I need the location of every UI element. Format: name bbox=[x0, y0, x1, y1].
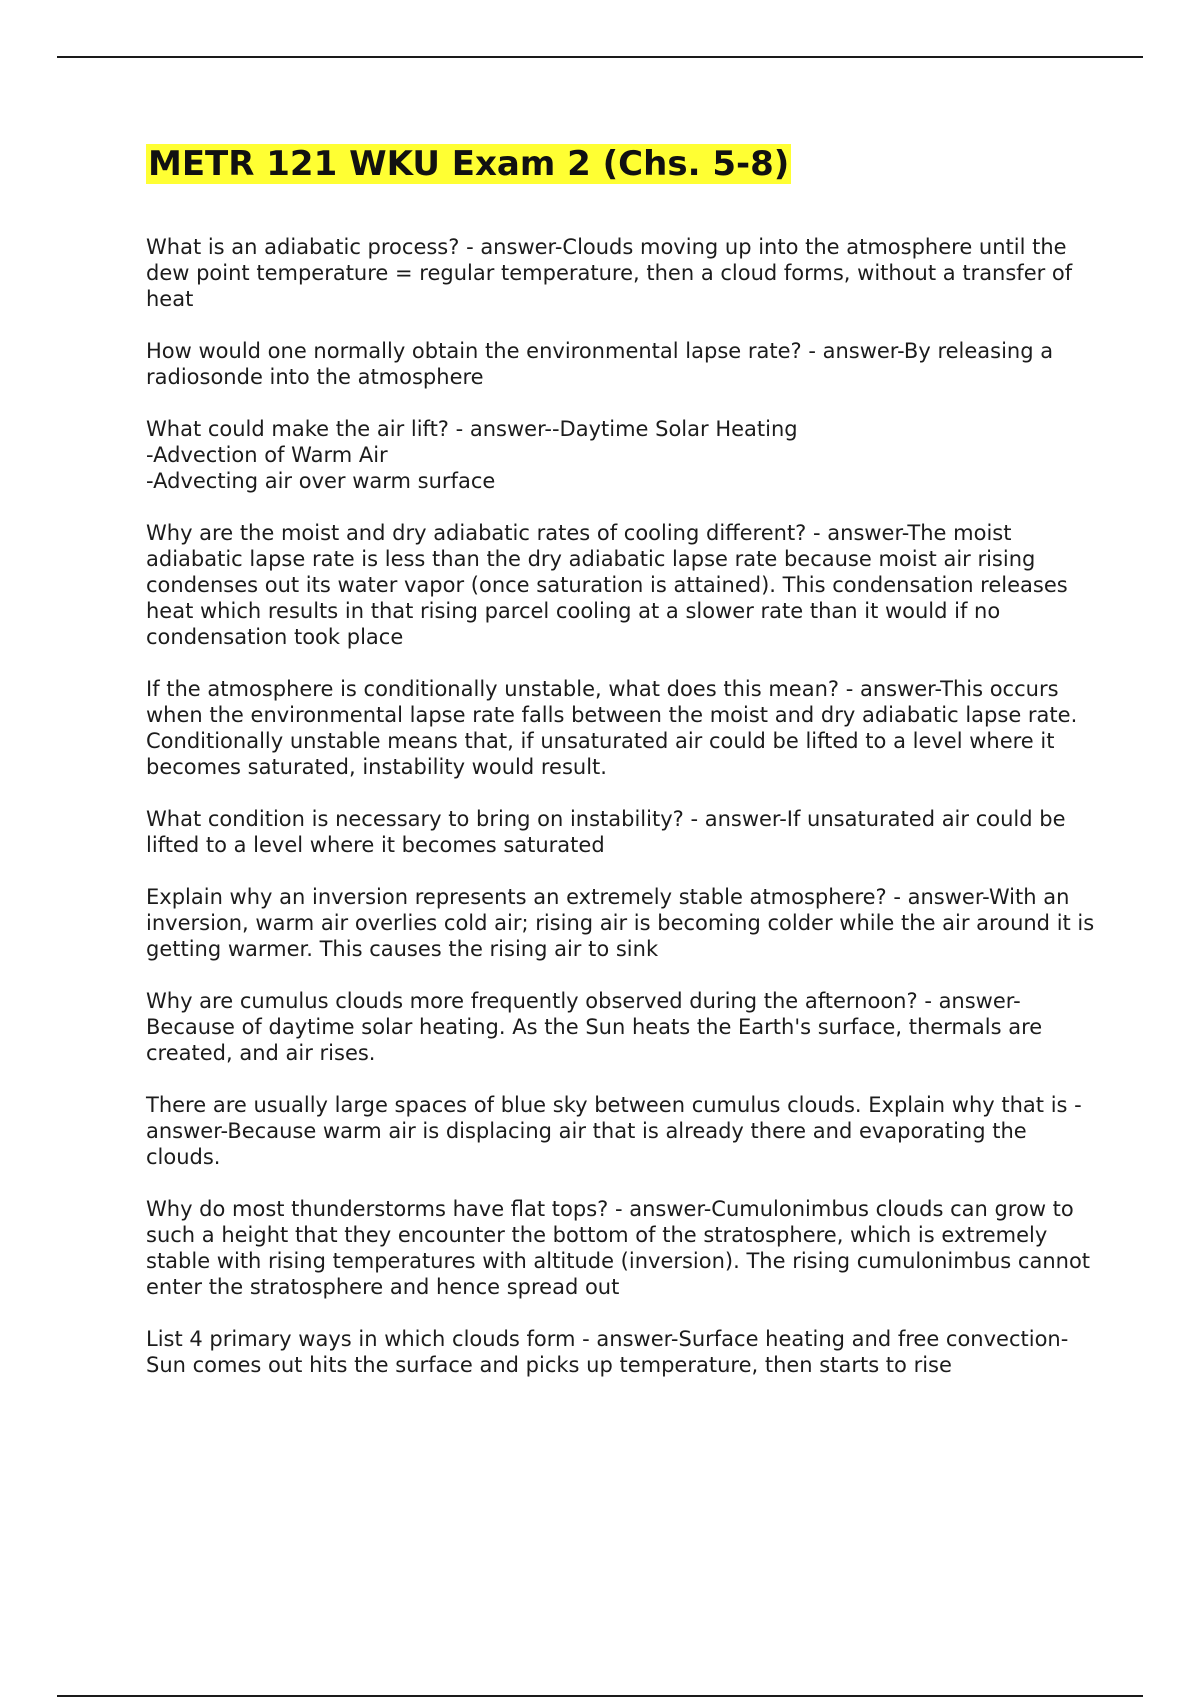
qa-entry-7: Explain why an inversion represents an extremely stable atmosphere? - answer-With an inversion, warm air overlies cold air; rising air is becoming colder while the air around it is getting warmer. This causes the rising air to sink bbox=[146, 885, 1095, 961]
document-title bbox=[146, 140, 1096, 188]
document-title-text: METR 121 WKU Exam 2 (Chs. 5-8) bbox=[148, 144, 790, 184]
qa-entry-1: What is an adiabatic process? - answer-Clouds moving up into the atmosphere until the dew point temperature = regular temperature, then a cloud forms, without a transfer of heat bbox=[146, 235, 1073, 311]
qa-entry-6: What condition is necessary to bring on instability? - answer-If unsaturated air could be lifted to a level where it becomes saturated bbox=[146, 807, 1066, 857]
qa-entry-4: Why are the moist and dry adiabatic rates of cooling different? - answer-The moist adiabatic lapse rate is less than the dry adiabatic lapse rate because moist air rising condenses out its water vapor (once saturation is attained). This condensation releases heat which results in that rising parcel cooling at a slower rate than it would if no condensation took place bbox=[146, 521, 1068, 649]
qa-entry-11: List 4 primary ways in which clouds form - answer-Surface heating and free convection- Sun comes out hits the surface and picks up temperature, then starts to rise bbox=[146, 1327, 1069, 1377]
qa-entry-5: If the atmosphere is conditionally unstable, what does this mean? - answer-This occurs when the environmental lapse rate falls between the moist and dry adiabatic lapse rate. Conditionally unstable means that, if unsaturated air could be lifted to a level where it becomes saturated, instability would result. bbox=[146, 677, 1078, 779]
bottom-divider bbox=[57, 1695, 1143, 1697]
qa-entry-10: Why do most thunderstorms have flat tops? - answer-Cumulonimbus clouds can grow to such a height that they encounter the bottom of the stratosphere, which is extremely stable with rising temperatures with altitude (inversion). The rising cumulonimbus cannot enter the stratosphere and hence spread out bbox=[146, 1197, 1091, 1299]
qa-entry-8: Why are cumulus clouds more frequently observed during the afternoon? - answer-Because of daytime solar heating. As the Sun heats the Earth's surface, thermals are created, and air rises. bbox=[146, 989, 1043, 1065]
qa-entry-2: How would one normally obtain the environmental lapse rate? - answer-By releasing a radiosonde into the atmosphere bbox=[146, 339, 1054, 389]
qa-entry-3: What could make the air lift? - answer--Daytime Solar Heating -Advection of Warm Air -Advecting air over warm surface bbox=[146, 417, 798, 493]
top-divider bbox=[57, 56, 1143, 58]
qa-entry-9: There are usually large spaces of blue sky between cumulus clouds. Explain why that is - answer-Because warm air is displacing air that is already there and evaporating the clouds. bbox=[146, 1093, 1082, 1169]
document-body bbox=[146, 140, 1096, 1404]
